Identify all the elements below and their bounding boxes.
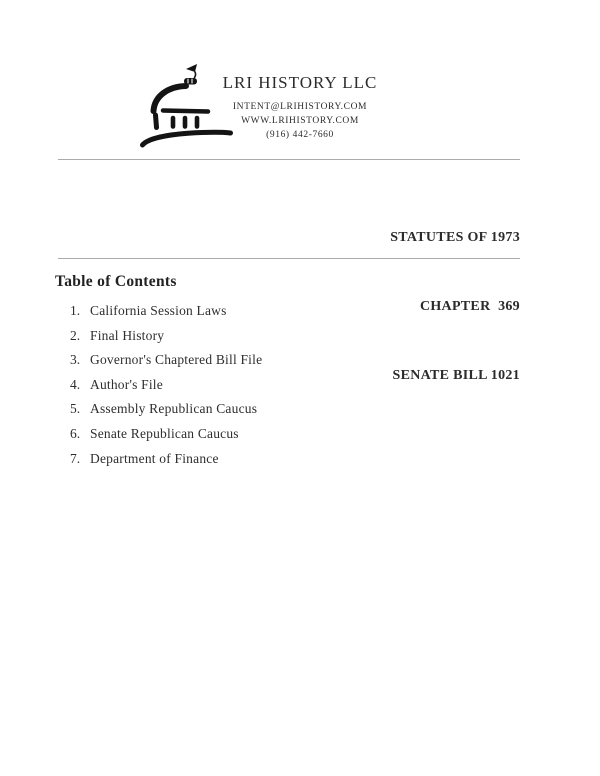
letterhead bbox=[0, 73, 600, 142]
toc-item bbox=[70, 451, 262, 476]
chapter-line: CHAPTER 369 bbox=[419, 299, 520, 314]
toc-item-number: 4. bbox=[70, 376, 81, 392]
statutes-line: STATUTES OF 1973 bbox=[390, 230, 520, 245]
toc-item-number: 2. bbox=[70, 327, 81, 343]
toc-item bbox=[70, 426, 262, 451]
toc-item-label: California Session Laws bbox=[90, 303, 227, 318]
website-line: WWW.LRIHISTORY.COM bbox=[241, 116, 359, 126]
toc-item bbox=[70, 303, 262, 328]
bill-info-block bbox=[390, 180, 520, 433]
toc-item-label: Author's File bbox=[90, 376, 163, 392]
toc-item-label: Governor's Chaptered Bill File bbox=[90, 352, 263, 368]
toc-item-number: 5. bbox=[70, 401, 81, 417]
toc-item-label: Final History bbox=[90, 327, 165, 343]
toc-item bbox=[70, 328, 262, 353]
toc-item-number: 3. bbox=[70, 352, 81, 368]
toc-item bbox=[70, 352, 262, 377]
company-name: LRI HISTORY LLC bbox=[222, 73, 378, 92]
phone-line: (916) 442-7660 bbox=[266, 130, 334, 140]
divider-top bbox=[58, 159, 520, 160]
toc-heading: Table of Contents bbox=[55, 273, 177, 290]
toc-list bbox=[70, 303, 262, 475]
toc-item-number: 6. bbox=[70, 425, 81, 441]
toc-item-label: Senate Republican Caucus bbox=[90, 425, 239, 441]
toc-item-number: 7. bbox=[70, 450, 81, 466]
email-line: INTENT@LRIHISTORY.COM bbox=[232, 102, 368, 112]
toc-item bbox=[70, 401, 262, 426]
logo-flag bbox=[186, 64, 197, 72]
divider-bottom bbox=[58, 258, 520, 259]
toc-item-label: Department of Finance bbox=[90, 450, 219, 466]
toc-item bbox=[70, 377, 262, 402]
toc-item-number: 1. bbox=[70, 303, 81, 318]
toc-item-label: Assembly Republican Caucus bbox=[90, 401, 258, 417]
senate-bill-line: SENATE BILL 1021 bbox=[392, 368, 520, 383]
